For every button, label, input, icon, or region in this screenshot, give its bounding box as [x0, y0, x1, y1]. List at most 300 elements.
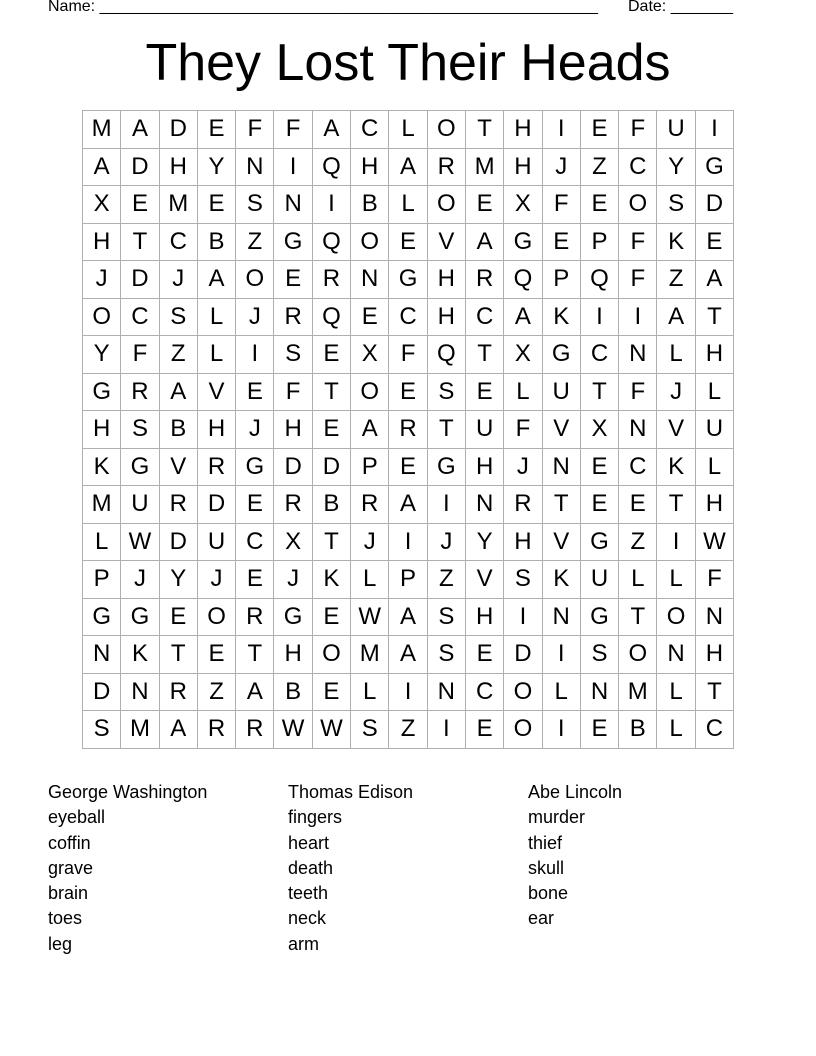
grid-cell: U	[197, 523, 235, 561]
grid-cell: B	[197, 223, 235, 261]
grid-cell: D	[197, 486, 235, 524]
grid-cell: R	[159, 486, 197, 524]
grid-cell: E	[465, 186, 503, 224]
grid-cell: I	[542, 111, 580, 149]
grid-cell: G	[274, 223, 312, 261]
grid-row	[83, 523, 734, 561]
grid-cell: I	[236, 336, 274, 374]
grid-cell: H	[465, 448, 503, 486]
grid-cell: T	[657, 486, 695, 524]
grid-cell: K	[121, 636, 159, 674]
grid-cell: R	[465, 261, 503, 299]
grid-cell: H	[695, 336, 733, 374]
grid-cell: N	[695, 598, 733, 636]
grid-cell: F	[121, 336, 159, 374]
grid-cell: P	[351, 448, 389, 486]
grid-cell: L	[389, 186, 427, 224]
grid-cell: E	[580, 711, 618, 749]
grid-cell: E	[236, 373, 274, 411]
grid-cell: H	[695, 636, 733, 674]
grid-row	[83, 111, 734, 149]
grid-cell: C	[389, 298, 427, 336]
grid-cell: H	[274, 411, 312, 449]
grid-cell: M	[83, 111, 121, 149]
grid-cell: U	[580, 561, 618, 599]
grid-cell: Y	[159, 561, 197, 599]
word-list-item: teeth	[288, 883, 329, 904]
grid-row	[83, 373, 734, 411]
grid-cell: J	[236, 411, 274, 449]
grid-cell: T	[312, 373, 350, 411]
grid-cell: J	[274, 561, 312, 599]
grid-cell: L	[351, 673, 389, 711]
grid-cell: W	[312, 711, 350, 749]
grid-cell: J	[657, 373, 695, 411]
grid-cell: S	[121, 411, 159, 449]
grid-cell: V	[657, 411, 695, 449]
grid-cell: T	[695, 298, 733, 336]
grid-cell: N	[274, 186, 312, 224]
grid-cell: R	[236, 598, 274, 636]
grid-cell: N	[351, 261, 389, 299]
grid-cell: W	[121, 523, 159, 561]
grid-cell: U	[465, 411, 503, 449]
grid-cell: Q	[312, 223, 350, 261]
grid-cell: W	[695, 523, 733, 561]
grid-cell: O	[312, 636, 350, 674]
grid-cell: E	[465, 636, 503, 674]
grid-cell: H	[504, 148, 542, 186]
word-list-item: George Washington	[48, 782, 208, 802]
grid-cell: A	[465, 223, 503, 261]
word-list-item: ear	[528, 908, 555, 929]
grid-cell: X	[504, 336, 542, 374]
grid-row	[83, 598, 734, 636]
grid-cell: E	[121, 186, 159, 224]
grid-cell: D	[83, 673, 121, 711]
grid-cell: R	[389, 411, 427, 449]
name-field: Name: ________________________________________________________	[48, 0, 598, 15]
grid-cell: T	[427, 411, 465, 449]
grid-cell: H	[695, 486, 733, 524]
grid-cell: R	[121, 373, 159, 411]
grid-cell: F	[274, 373, 312, 411]
grid-cell: A	[389, 148, 427, 186]
grid-cell: K	[657, 223, 695, 261]
grid-cell: O	[504, 711, 542, 749]
grid-cell: A	[159, 711, 197, 749]
grid-cell: O	[657, 598, 695, 636]
grid-cell: E	[312, 336, 350, 374]
grid-cell: C	[351, 111, 389, 149]
grid-row	[83, 448, 734, 486]
grid-cell: S	[580, 636, 618, 674]
grid-cell: C	[121, 298, 159, 336]
grid-cell: O	[427, 186, 465, 224]
grid-cell: N	[657, 636, 695, 674]
grid-cell: N	[619, 336, 657, 374]
grid-cell: U	[657, 111, 695, 149]
grid-cell: H	[83, 411, 121, 449]
grid-cell: F	[695, 561, 733, 599]
grid-cell: A	[159, 373, 197, 411]
grid-cell: E	[312, 411, 350, 449]
grid-cell: R	[236, 711, 274, 749]
grid-cell: G	[695, 148, 733, 186]
grid-cell: T	[465, 111, 503, 149]
grid-cell: T	[312, 523, 350, 561]
grid-cell: E	[236, 561, 274, 599]
grid-cell: I	[427, 486, 465, 524]
grid-cell: I	[580, 298, 618, 336]
grid-cell: L	[657, 561, 695, 599]
grid-cell: L	[657, 336, 695, 374]
grid-cell: R	[427, 148, 465, 186]
grid-cell: A	[389, 636, 427, 674]
grid-row	[83, 411, 734, 449]
grid-cell: L	[504, 373, 542, 411]
grid-cell: I	[657, 523, 695, 561]
grid-cell: T	[121, 223, 159, 261]
grid-row	[83, 186, 734, 224]
grid-cell: Q	[580, 261, 618, 299]
grid-cell: J	[83, 261, 121, 299]
grid-cell: E	[274, 261, 312, 299]
grid-row	[83, 486, 734, 524]
grid-cell: T	[236, 636, 274, 674]
grid-cell: N	[236, 148, 274, 186]
grid-cell: B	[159, 411, 197, 449]
grid-cell: R	[504, 486, 542, 524]
grid-cell: F	[389, 336, 427, 374]
grid-cell: G	[274, 598, 312, 636]
date-field: Date: _______	[628, 0, 733, 15]
grid-cell: R	[159, 673, 197, 711]
grid-cell: J	[351, 523, 389, 561]
grid-cell: X	[580, 411, 618, 449]
grid-cell: K	[542, 561, 580, 599]
grid-cell: Z	[159, 336, 197, 374]
grid-row	[83, 336, 734, 374]
word-list-item: leg	[48, 933, 73, 954]
grid-cell: E	[619, 486, 657, 524]
grid-cell: K	[83, 448, 121, 486]
grid-cell: F	[619, 261, 657, 299]
grid-cell: J	[427, 523, 465, 561]
grid-cell: J	[121, 561, 159, 599]
grid-cell: H	[427, 261, 465, 299]
word-list-item: heart	[288, 832, 330, 853]
grid-cell: G	[427, 448, 465, 486]
grid-cell: V	[427, 223, 465, 261]
grid-cell: Q	[312, 148, 350, 186]
grid-cell: E	[465, 711, 503, 749]
grid-cell: D	[159, 111, 197, 149]
grid-cell: I	[695, 111, 733, 149]
word-column-2	[288, 780, 413, 957]
grid-cell: O	[351, 373, 389, 411]
word-list-item: grave	[48, 857, 94, 878]
grid-cell: G	[580, 523, 618, 561]
grid-cell: E	[312, 598, 350, 636]
grid-cell: C	[236, 523, 274, 561]
grid-cell: N	[580, 673, 618, 711]
grid-cell: R	[312, 261, 350, 299]
grid-cell: M	[465, 148, 503, 186]
grid-cell: X	[504, 186, 542, 224]
grid-cell: O	[351, 223, 389, 261]
grid-cell: Z	[619, 523, 657, 561]
grid-cell: G	[389, 261, 427, 299]
grid-cell: H	[465, 598, 503, 636]
grid-cell: H	[504, 523, 542, 561]
word-list-item: brain	[48, 883, 89, 904]
grid-cell: F	[619, 223, 657, 261]
grid-cell: P	[389, 561, 427, 599]
grid-cell: I	[274, 148, 312, 186]
grid-cell: L	[351, 561, 389, 599]
grid-cell: B	[312, 486, 350, 524]
grid-cell: J	[236, 298, 274, 336]
grid-cell: Y	[465, 523, 503, 561]
grid-cell: H	[197, 411, 235, 449]
grid-cell: A	[83, 148, 121, 186]
grid-row	[83, 561, 734, 599]
grid-cell: A	[695, 261, 733, 299]
grid-cell: L	[657, 711, 695, 749]
grid-cell: F	[619, 111, 657, 149]
grid-row	[83, 148, 734, 186]
grid-cell: S	[504, 561, 542, 599]
grid-cell: P	[580, 223, 618, 261]
grid-cell: I	[427, 711, 465, 749]
grid-cell: B	[274, 673, 312, 711]
grid-cell: Y	[657, 148, 695, 186]
grid-cell: V	[159, 448, 197, 486]
word-list-item: toes	[48, 908, 83, 929]
grid-cell: G	[121, 448, 159, 486]
grid-cell: Y	[83, 336, 121, 374]
grid-cell: E	[542, 223, 580, 261]
word-list-item: eyeball	[48, 807, 106, 828]
grid-cell: O	[427, 111, 465, 149]
grid-cell: K	[542, 298, 580, 336]
grid-cell: U	[695, 411, 733, 449]
grid-row	[83, 711, 734, 749]
grid-cell: R	[197, 711, 235, 749]
grid-cell: I	[619, 298, 657, 336]
grid-cell: E	[580, 186, 618, 224]
grid-cell: V	[197, 373, 235, 411]
grid-cell: A	[657, 298, 695, 336]
grid-cell: Z	[197, 673, 235, 711]
grid-cell: P	[542, 261, 580, 299]
grid-cell: E	[197, 111, 235, 149]
grid-cell: H	[351, 148, 389, 186]
grid-cell: D	[159, 523, 197, 561]
grid-cell: E	[389, 223, 427, 261]
grid-cell: G	[83, 598, 121, 636]
grid-row	[83, 261, 734, 299]
grid-cell: E	[389, 448, 427, 486]
word-list-item: neck	[288, 908, 327, 929]
grid-cell: H	[504, 111, 542, 149]
grid-cell: D	[274, 448, 312, 486]
grid-cell: A	[351, 411, 389, 449]
grid-cell: E	[197, 636, 235, 674]
grid-cell: T	[465, 336, 503, 374]
grid-cell: G	[236, 448, 274, 486]
grid-cell: E	[580, 111, 618, 149]
grid-cell: G	[580, 598, 618, 636]
grid-cell: A	[236, 673, 274, 711]
grid-cell: L	[197, 298, 235, 336]
grid-cell: E	[389, 373, 427, 411]
word-list-item: death	[288, 857, 334, 878]
grid-row	[83, 673, 734, 711]
grid-cell: D	[695, 186, 733, 224]
grid-cell: C	[159, 223, 197, 261]
grid-cell: G	[83, 373, 121, 411]
grid-cell: N	[83, 636, 121, 674]
grid-cell: I	[389, 523, 427, 561]
word-list-item: thief	[528, 832, 563, 853]
grid-cell: Y	[197, 148, 235, 186]
grid-cell: I	[542, 636, 580, 674]
grid-cell: J	[504, 448, 542, 486]
word-list-item: Thomas Edison	[288, 782, 414, 802]
grid-cell: R	[274, 486, 312, 524]
grid-cell: O	[236, 261, 274, 299]
grid-cell: S	[427, 598, 465, 636]
grid-cell: A	[389, 598, 427, 636]
grid-cell: G	[542, 336, 580, 374]
word-column-3	[528, 780, 622, 932]
grid-cell: R	[351, 486, 389, 524]
grid-cell: M	[83, 486, 121, 524]
grid-cell: N	[465, 486, 503, 524]
grid-cell: S	[83, 711, 121, 749]
word-list-item: murder	[528, 807, 586, 828]
grid-cell: X	[274, 523, 312, 561]
grid-cell: D	[121, 148, 159, 186]
word-list-item: fingers	[288, 807, 343, 828]
grid-cell: O	[83, 298, 121, 336]
grid-cell: O	[504, 673, 542, 711]
grid-cell: H	[274, 636, 312, 674]
grid-cell: F	[504, 411, 542, 449]
word-list-item: skull	[528, 857, 565, 878]
grid-cell: A	[389, 486, 427, 524]
grid-cell: M	[619, 673, 657, 711]
grid-cell: L	[695, 448, 733, 486]
grid-cell: F	[619, 373, 657, 411]
grid-cell: E	[197, 186, 235, 224]
grid-cell: L	[619, 561, 657, 599]
grid-cell: U	[542, 373, 580, 411]
grid-cell: H	[159, 148, 197, 186]
grid-cell: V	[465, 561, 503, 599]
grid-cell: U	[121, 486, 159, 524]
grid-cell: Q	[312, 298, 350, 336]
grid-cell: A	[197, 261, 235, 299]
grid-cell: S	[274, 336, 312, 374]
grid-cell: M	[159, 186, 197, 224]
grid-cell: X	[83, 186, 121, 224]
grid-cell: O	[197, 598, 235, 636]
grid-cell: F	[236, 111, 274, 149]
grid-cell: S	[657, 186, 695, 224]
grid-cell: E	[580, 486, 618, 524]
grid-cell: T	[619, 598, 657, 636]
word-column-1	[48, 780, 207, 957]
word-list-item: bone	[528, 883, 569, 904]
grid-cell: A	[504, 298, 542, 336]
grid-cell: J	[542, 148, 580, 186]
grid-cell: S	[351, 711, 389, 749]
grid-cell: S	[236, 186, 274, 224]
grid-cell: D	[121, 261, 159, 299]
grid-cell: M	[351, 636, 389, 674]
grid-cell: E	[159, 598, 197, 636]
grid-row	[83, 223, 734, 261]
grid-cell: T	[695, 673, 733, 711]
grid-cell: L	[83, 523, 121, 561]
grid-cell: C	[465, 673, 503, 711]
grid-cell: S	[427, 373, 465, 411]
grid-cell: S	[159, 298, 197, 336]
grid-cell: E	[580, 448, 618, 486]
grid-cell: A	[312, 111, 350, 149]
word-list-item: arm	[288, 933, 319, 954]
word-list-item: Abe Lincoln	[528, 782, 623, 802]
grid-cell: I	[504, 598, 542, 636]
grid-cell: E	[695, 223, 733, 261]
grid-row	[83, 298, 734, 336]
grid-cell: C	[580, 336, 618, 374]
grid-cell: K	[657, 448, 695, 486]
word-list-item: coffin	[48, 832, 91, 853]
grid-cell: N	[427, 673, 465, 711]
grid-cell: M	[121, 711, 159, 749]
grid-cell: D	[504, 636, 542, 674]
grid-cell: N	[121, 673, 159, 711]
grid-cell: G	[504, 223, 542, 261]
grid-cell: G	[121, 598, 159, 636]
grid-cell: I	[312, 186, 350, 224]
grid-cell: C	[619, 148, 657, 186]
grid-cell: Z	[389, 711, 427, 749]
grid-cell: W	[274, 711, 312, 749]
grid-cell: L	[542, 673, 580, 711]
grid-cell: O	[619, 186, 657, 224]
grid-cell: C	[619, 448, 657, 486]
grid-cell: B	[619, 711, 657, 749]
grid-cell: N	[619, 411, 657, 449]
grid-cell: V	[542, 411, 580, 449]
grid-cell: E	[465, 373, 503, 411]
grid-cell: W	[351, 598, 389, 636]
grid-cell: F	[274, 111, 312, 149]
grid-cell: E	[351, 298, 389, 336]
grid-cell: I	[389, 673, 427, 711]
grid-cell: T	[159, 636, 197, 674]
word-search-grid	[82, 110, 734, 749]
grid-cell: S	[427, 636, 465, 674]
grid-cell: R	[274, 298, 312, 336]
grid-cell: L	[657, 673, 695, 711]
grid-cell: K	[312, 561, 350, 599]
